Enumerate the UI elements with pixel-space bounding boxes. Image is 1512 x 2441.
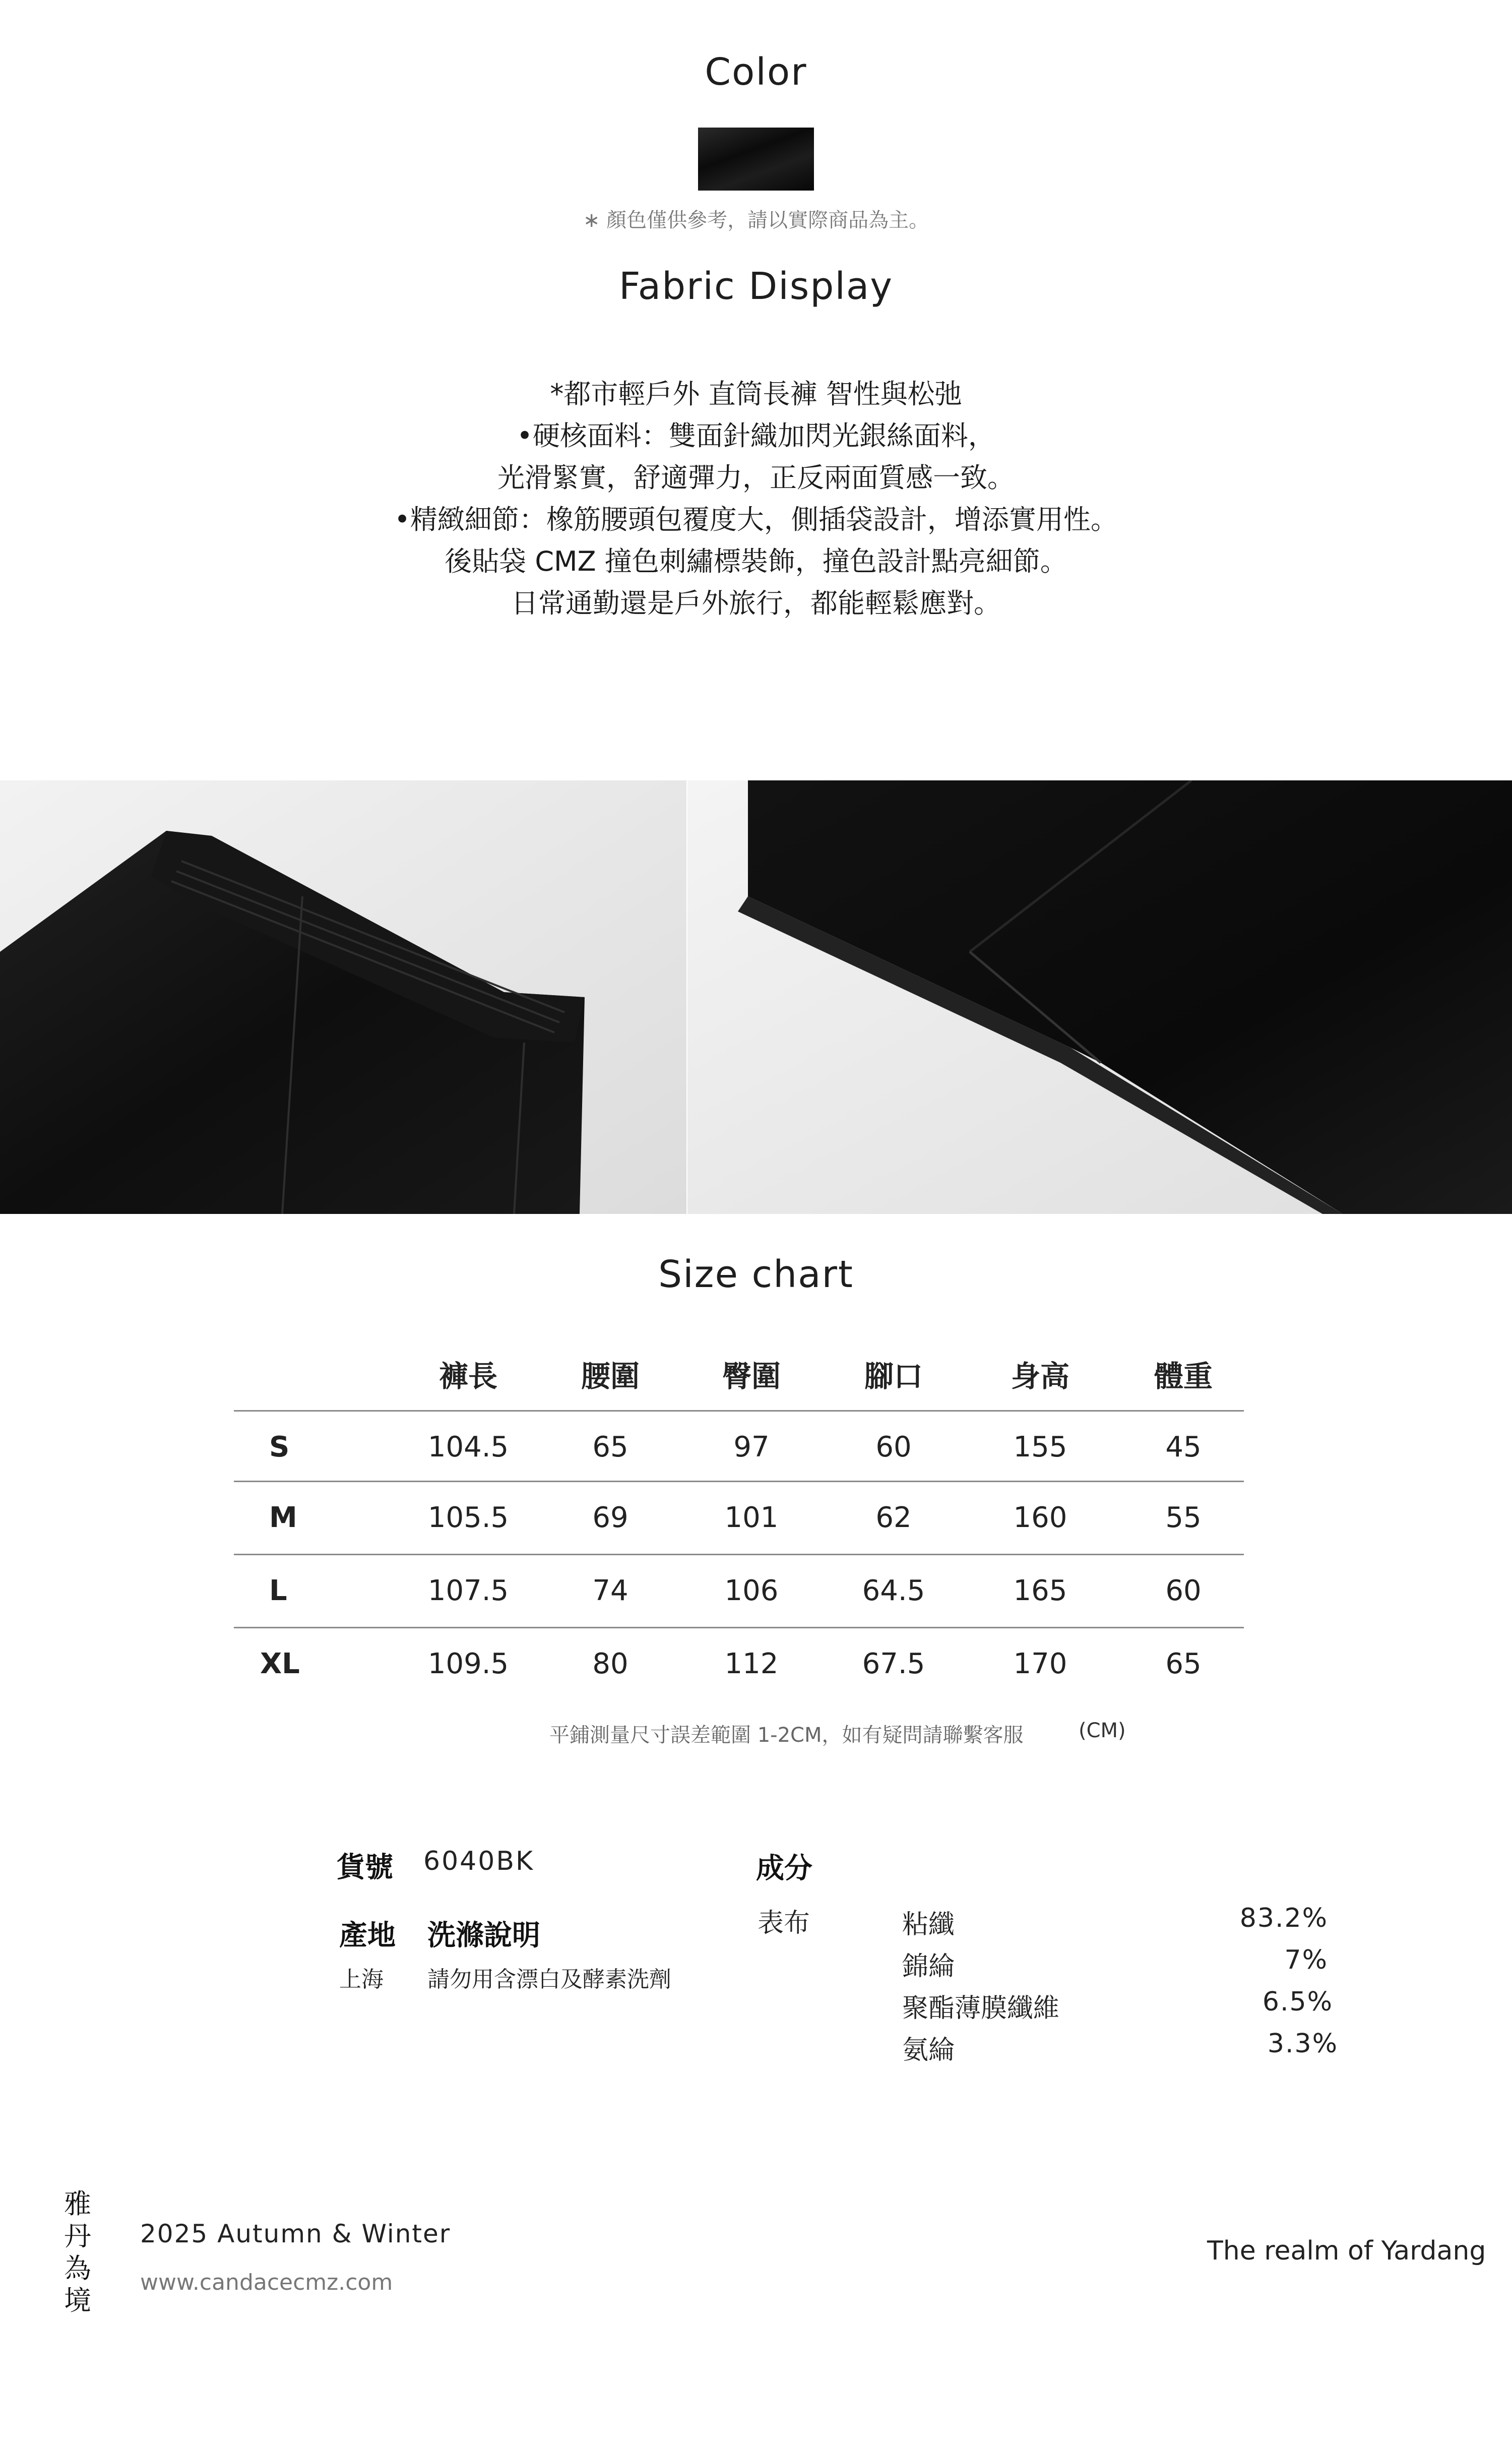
waistband-detail-photo bbox=[0, 780, 686, 1214]
header-height: 身高 bbox=[1011, 1359, 1069, 1393]
table-row bbox=[234, 1412, 1244, 1482]
size-table-header bbox=[234, 1341, 1244, 1407]
table-cell: 107.5 bbox=[427, 1574, 509, 1607]
fabric-line: •精緻細節：橡筋腰頭包覆度大，側插袋設計，增添實用性。 bbox=[394, 504, 1118, 535]
table-cell: 101 bbox=[724, 1501, 779, 1534]
material-name: 氨綸 bbox=[902, 2035, 955, 2065]
fabric-description bbox=[0, 373, 1512, 624]
table-cell: 155 bbox=[1013, 1430, 1067, 1463]
table-cell: 60 bbox=[875, 1430, 912, 1463]
color-title: Color bbox=[705, 50, 807, 94]
table-cell: 45 bbox=[1165, 1430, 1202, 1463]
header-leg-opening: 腳口 bbox=[864, 1359, 923, 1393]
fabric-line: 光滑緊實，舒適彈力，正反兩面質感一致。 bbox=[497, 462, 1015, 494]
material-percent: 3.3% bbox=[1267, 2029, 1338, 2059]
season-label: 2025 Autumn & Winter bbox=[140, 2219, 451, 2248]
fabric-line: 後貼袋 CMZ 撞色刺繡標裝飾，撞色設計點亮細節。 bbox=[445, 545, 1067, 577]
material-percent: 6.5% bbox=[1262, 1987, 1333, 2017]
table-cell: 160 bbox=[1013, 1501, 1067, 1534]
table-cell: 65 bbox=[1165, 1647, 1202, 1680]
brand-tagline: The realm of Yardang bbox=[1207, 2236, 1486, 2266]
fabric-line: *都市輕戶外 直筒長褲 智性與松弛 bbox=[550, 378, 962, 410]
origin-value: 上海 bbox=[339, 1967, 384, 1992]
brand-char: 雅 bbox=[64, 2188, 91, 2220]
table-cell: 74 bbox=[592, 1574, 628, 1607]
size-label: M bbox=[269, 1501, 297, 1534]
fabric-line: •硬核面料：雙面針織加閃光銀絲面料， bbox=[517, 420, 995, 452]
size-label: XL bbox=[260, 1647, 300, 1680]
hem-detail-photo bbox=[687, 780, 1512, 1214]
wash-label: 洗滌說明 bbox=[427, 1919, 540, 1952]
table-cell: 65 bbox=[592, 1430, 628, 1463]
brand-char: 境 bbox=[64, 2285, 91, 2316]
table-cell: 97 bbox=[733, 1430, 770, 1463]
table-cell: 170 bbox=[1013, 1647, 1067, 1680]
material-name: 粘纖 bbox=[902, 1910, 955, 1940]
table-cell: 106 bbox=[724, 1574, 779, 1607]
material-percent: 83.2% bbox=[1239, 1903, 1328, 1933]
table-row bbox=[234, 1628, 1244, 1699]
fabric-title: Fabric Display bbox=[618, 265, 894, 308]
header-pant-length: 褲長 bbox=[438, 1359, 497, 1393]
table-cell: 104.5 bbox=[427, 1430, 509, 1463]
size-chart-title: Size chart bbox=[658, 1253, 854, 1296]
table-cell: 80 bbox=[592, 1647, 628, 1680]
fabric-line: 日常通勤還是戶外旅行，都能輕鬆應對。 bbox=[511, 587, 1001, 619]
table-cell: 105.5 bbox=[427, 1501, 509, 1534]
material-percent: 7% bbox=[1284, 1945, 1328, 1975]
table-cell: 67.5 bbox=[862, 1647, 925, 1680]
brand-char: 為 bbox=[64, 2252, 91, 2284]
origin-label: 產地 bbox=[339, 1919, 396, 1952]
table-cell: 60 bbox=[1165, 1574, 1202, 1607]
table-cell: 165 bbox=[1013, 1574, 1067, 1607]
table-cell: 62 bbox=[875, 1501, 912, 1534]
fabric-part-label: 表布 bbox=[758, 1908, 810, 1938]
composition-label: 成分 bbox=[756, 1852, 812, 1885]
table-cell: 64.5 bbox=[862, 1574, 925, 1607]
size-unit: (CM) bbox=[1079, 1719, 1126, 1742]
table-cell: 112 bbox=[724, 1647, 779, 1680]
item-no-label: 貨號 bbox=[337, 1851, 393, 1884]
material-name: 聚酯薄膜纖維 bbox=[902, 1993, 1060, 2024]
header-weight: 體重 bbox=[1154, 1359, 1213, 1393]
size-note: 平鋪測量尺寸誤差範圍 1-2CM，如有疑問請聯繫客服 bbox=[549, 1724, 1024, 1747]
item-no: 6040BK bbox=[423, 1846, 535, 1876]
header-waist: 腰圍 bbox=[581, 1359, 640, 1393]
website-link[interactable]: www.candacecmz.com bbox=[140, 2270, 393, 2295]
brand-vertical-mark bbox=[64, 2188, 94, 2317]
size-label: L bbox=[269, 1574, 287, 1607]
table-cell: 109.5 bbox=[427, 1647, 509, 1680]
color-note: ∗ 顏色僅供參考，請以實際商品為主。 bbox=[583, 209, 929, 232]
wash-value: 請勿用含漂白及酵素洗劑 bbox=[427, 1967, 671, 1992]
table-row bbox=[234, 1482, 1244, 1553]
color-swatch-black[interactable] bbox=[698, 128, 814, 191]
size-label: S bbox=[269, 1430, 290, 1463]
table-cell: 55 bbox=[1165, 1501, 1202, 1534]
table-cell: 69 bbox=[592, 1501, 628, 1534]
brand-char: 丹 bbox=[64, 2220, 91, 2252]
header-hip: 臀圍 bbox=[722, 1359, 781, 1393]
material-name: 錦綸 bbox=[902, 1951, 955, 1982]
table-row bbox=[234, 1555, 1244, 1626]
